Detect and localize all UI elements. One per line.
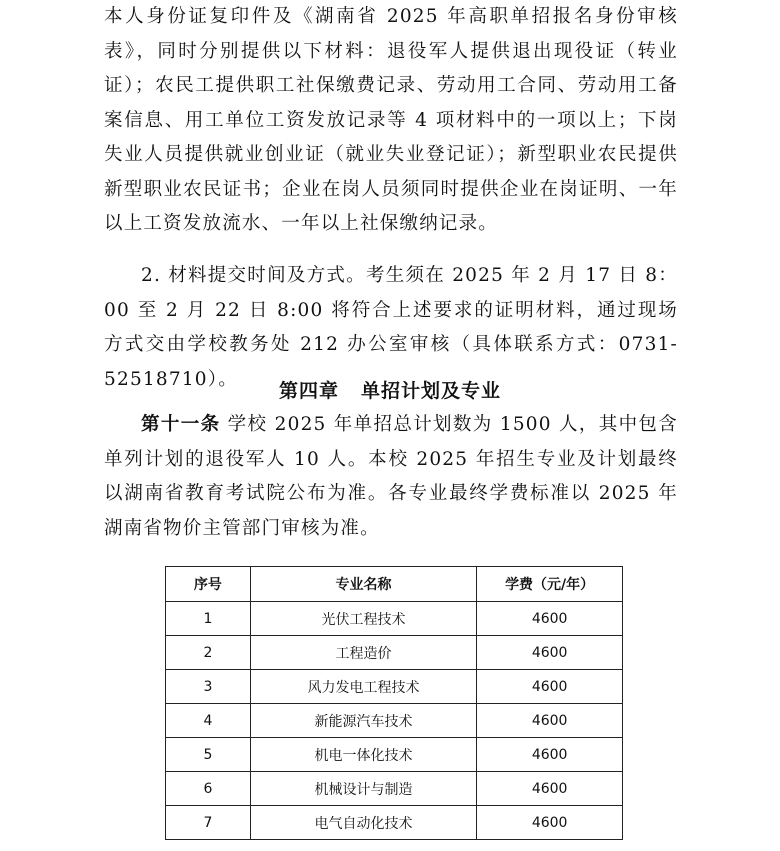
table-row (166, 670, 623, 704)
table-row (166, 772, 623, 806)
paragraph-submission: 2. 材料提交时间及方式。考生须在 2025 年 2 月 17 日 8：00 至 2 月 22 日 8:00 将符合上述要求的证明材料，通过现场方式交由学校教务处 212 办公室审核（具体联系方式：0731-52518710）。 (104, 265, 678, 390)
cell-index: 4 (166, 704, 251, 738)
paragraph-materials: 本人身份证复印件及《湖南省 2025 年高职单招报名身份审核表》，同时分别提供以下材料：退役军人提供退出现役证（转业证）；农民工提供职工社保缴费记录、劳动用工合同、劳动用工备案信息、用工单位工资发放记录等 4 项材料中的一项以上；下岗失业人员提供就业创业证（就业失业登记证）；新型职业农民提供新型职业农民证书；企业在岗人员须同时提供企业在岗证明、一年以上工资发放流水、一年以上社保缴纳记录。 (104, 6, 678, 234)
header-index: 序号 (166, 567, 251, 602)
chapter-heading (0, 376, 780, 406)
article-number: 第十一条 (141, 414, 221, 435)
cell-tuition: 4600 (477, 772, 623, 806)
chapter-title: 单招计划及专业 (361, 380, 502, 402)
table-header-row (166, 567, 623, 602)
cell-major: 电气自动化技术 (250, 806, 476, 840)
cell-major: 新能源汽车技术 (250, 704, 476, 738)
chapter-number: 第四章 (278, 380, 339, 402)
table-row (166, 602, 623, 636)
cell-tuition: 4600 (477, 738, 623, 772)
cell-index: 6 (166, 772, 251, 806)
cell-index: 2 (166, 636, 251, 670)
cell-index: 7 (166, 806, 251, 840)
article-text: 学校 2025 年单招总计划数为 1500 人，其中包含单列计划的退役军人 10 人。本校 2025 年招生专业及计划最终以湖南省教育考试院公布为准。各专业最终学费标准以 2025 年湖南省物价主管部门审核为准。 (104, 414, 678, 539)
cell-index: 3 (166, 670, 251, 704)
cell-tuition: 4600 (477, 636, 623, 670)
cell-tuition: 4600 (477, 806, 623, 840)
cell-index: 5 (166, 738, 251, 772)
tuition-table-wrapper (165, 566, 623, 840)
table-row (166, 806, 623, 840)
table-row (166, 738, 623, 772)
cell-major: 光伏工程技术 (250, 602, 476, 636)
header-tuition: 学费（元/年） (477, 567, 623, 602)
cell-tuition: 4600 (477, 670, 623, 704)
table-row (166, 704, 623, 738)
cell-major: 机电一体化技术 (250, 738, 476, 772)
cell-tuition: 4600 (477, 704, 623, 738)
cell-major: 工程造价 (250, 636, 476, 670)
paragraph-article-11 (104, 408, 678, 546)
cell-major: 风力发电工程技术 (250, 670, 476, 704)
header-major: 专业名称 (250, 567, 476, 602)
cell-tuition: 4600 (477, 602, 623, 636)
tuition-table (165, 566, 623, 840)
table-row (166, 636, 623, 670)
cell-index: 1 (166, 602, 251, 636)
cell-major: 机械设计与制造 (250, 772, 476, 806)
